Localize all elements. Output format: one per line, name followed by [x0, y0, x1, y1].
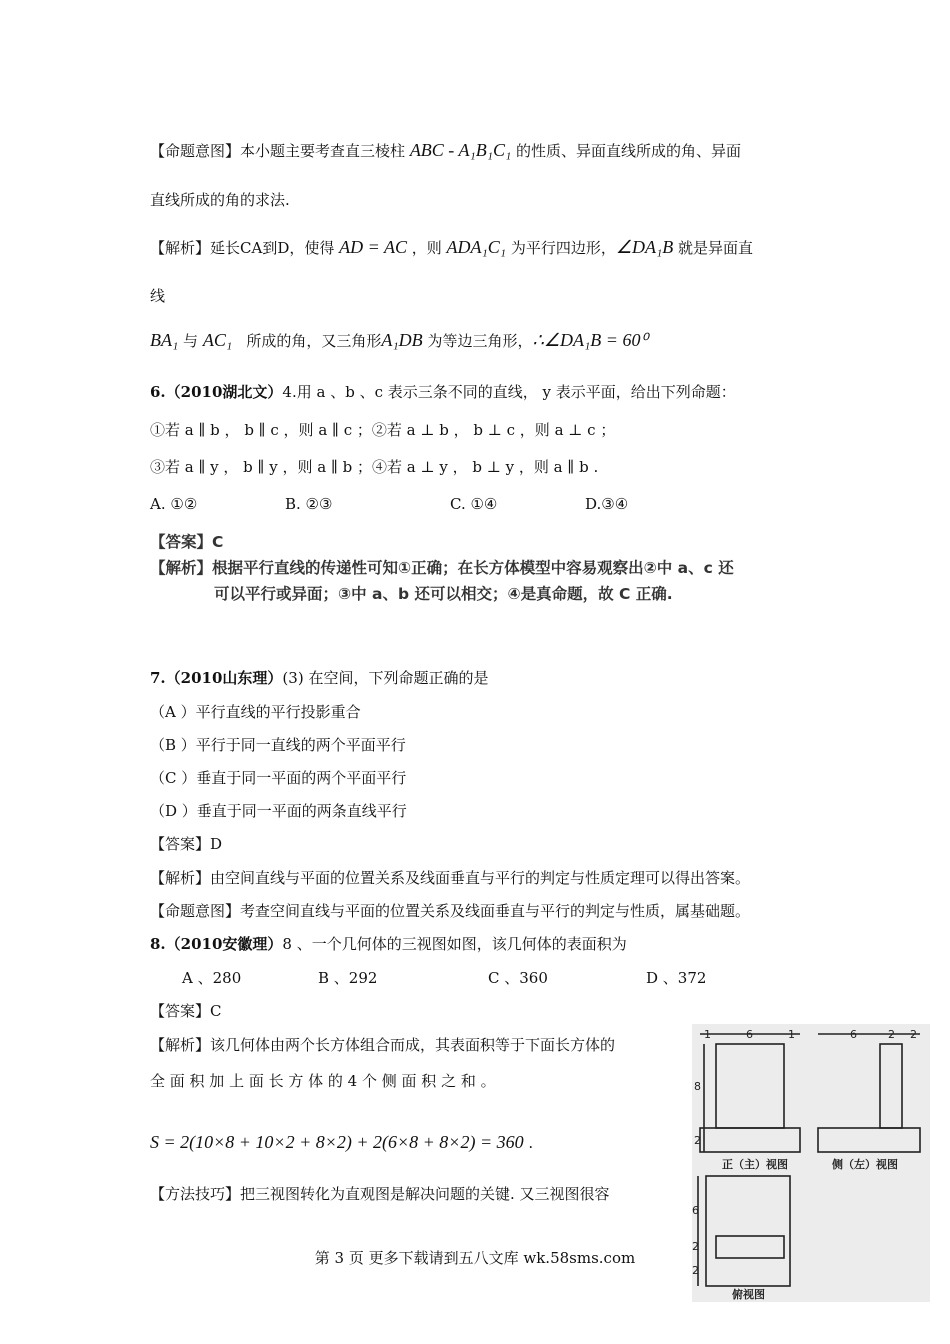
option: B. ②③ — [285, 495, 333, 513]
question-8-options — [182, 968, 706, 988]
dim-front-mid: 6 — [746, 1028, 753, 1041]
question-6-line2: ③若 a ∥ y ， b ∥ y ，则 a ∥ b ；④若 a ⊥ y ， b ⊥ y ，则 a ∥ b . — [150, 458, 599, 476]
question-7-stem: 7.（2010山东理）(3) 在空间，下列命题正确的是 — [150, 669, 489, 687]
question-7-intent: 【命题意图】考查空间直线与平面的位置关系及线面垂直与平行的判定与性质，属基础题。 — [150, 902, 751, 920]
dim-side-mid: 2 — [888, 1028, 895, 1041]
front-lower-block — [700, 1128, 800, 1152]
side-lower-block — [818, 1128, 920, 1152]
question-6-stem: 6.（2010湖北文）4.用 a 、b 、c 表示三条不同的直线， y 表示平面，给出下列命题： — [150, 383, 736, 401]
analysis-paragraph-line2: 线 — [150, 287, 166, 305]
question-7-option-b: （B ）平行于同一直线的两个平面平行 — [150, 736, 406, 754]
option: A. ①② — [150, 495, 198, 513]
question-8-analysis-line2: 全 面 积 加 上 面 长 方 体 的 4 个 侧 面 积 之 和 。 — [150, 1072, 496, 1090]
top-view-label: 俯视图 — [732, 1288, 765, 1301]
front-upper-block — [716, 1044, 784, 1128]
question-6-head: 6.（2010湖北文） — [150, 383, 283, 401]
dim-front-right: 1 — [788, 1028, 795, 1041]
option: B 、292 — [318, 969, 378, 987]
option: C 、360 — [488, 969, 548, 987]
intent-label: 【命题意图】 — [150, 142, 241, 160]
question-8-analysis-line1: 【解析】该几何体由两个长方体组合而成，其表面积等于下面长方体的 — [150, 1036, 616, 1054]
dim-height-2: 2 — [694, 1134, 701, 1147]
side-upper-block — [880, 1044, 902, 1128]
front-view-label: 正（主）视图 — [722, 1158, 788, 1171]
question-7-option-a: （A ）平行直线的平行投影重合 — [150, 703, 361, 721]
question-8-formula: S = 2(10×8 + 10×2 + 8×2) + 2(6×8 + 8×2) = 360 . — [150, 1132, 534, 1152]
question-7-head: 7.（2010山东理） — [150, 669, 283, 687]
dim-top-6: 6 — [692, 1204, 699, 1217]
analysis-paragraph-line3: BA₁ 与 AC₁ 所成的角，又三角形A₁DB 为等边三角形，∴∠DA₁B = 60⁰ — [150, 330, 648, 350]
option: A 、280 — [182, 969, 242, 987]
side-view-label: 侧（左）视图 — [832, 1158, 898, 1171]
question-8-head: 8.（2010安徽理） — [150, 935, 283, 953]
question-6-options — [150, 494, 628, 514]
question-7-option-d: （D ）垂直于同一平面的两条直线平行 — [150, 802, 407, 820]
dim-height-8: 8 — [694, 1080, 701, 1093]
option: C. ①④ — [450, 495, 498, 513]
question-6-analysis-line1: 【解析】根据平行直线的传递性可知①正确；在长方体模型中容易观察出②中 a、c 还 — [150, 559, 734, 577]
question-7-analysis: 【解析】由空间直线与平面的位置关系及线面垂直与平行的判定与性质定理可以得出答案。 — [150, 869, 751, 887]
dim-side-left: 6 — [850, 1028, 857, 1041]
question-7-option-c: （C ）垂直于同一平面的两个平面平行 — [150, 769, 407, 787]
question-6-line1: ①若 a ∥ b ， b ∥ c ，则 a ∥ c ；②若 a ⊥ b ， b ⊥ c ，则 a ⊥ c ； — [150, 421, 616, 439]
dim-front-left: 1 — [704, 1028, 711, 1041]
intent-paragraph-line2: 直线所成的角的求法. — [150, 191, 290, 209]
dim-top-2a: 2 — [692, 1240, 699, 1253]
analysis-label: 【解析】 — [150, 239, 211, 257]
question-8-stem: 8.（2010安徽理）8 、一个几何体的三视图如图，该几何体的表面积为 — [150, 935, 627, 953]
option: D.③④ — [585, 495, 629, 513]
option: D 、372 — [646, 969, 707, 987]
dim-top-2b: 2 — [692, 1264, 699, 1277]
dim-side-right: 2 — [910, 1028, 917, 1041]
question-6-analysis-line2: 可以平行或异面；③中 a、b 还可以相交；④是真命题，故 C 正确. — [214, 585, 673, 603]
question-8-answer: 【答案】C — [150, 1002, 222, 1020]
top-outer — [706, 1176, 790, 1286]
question-8-method: 【方法技巧】把三视图转化为直观图是解决问题的关键. 又三视图很容 — [150, 1185, 610, 1203]
question-6-answer: 【答案】C — [150, 533, 224, 551]
intent-paragraph-line1: 【命题意图】本小题主要考查直三棱柱 ABC - A₁B₁C₁ 的性质、异面直线所成的角、异面 — [150, 140, 742, 160]
question-7-answer: 【答案】D — [150, 835, 223, 853]
math-prism: ABC - A₁B₁C₁ — [409, 140, 512, 160]
analysis-paragraph-line1: 【解析】延长CA到D，使得 AD = AC ，则 ADA₁C₁ 为平行四边形，∠DA₁B 就是异面直 — [150, 237, 754, 257]
page-footer: 第 3 页 更多下载请到五八文库 wk.58sms.com — [314, 1249, 636, 1267]
